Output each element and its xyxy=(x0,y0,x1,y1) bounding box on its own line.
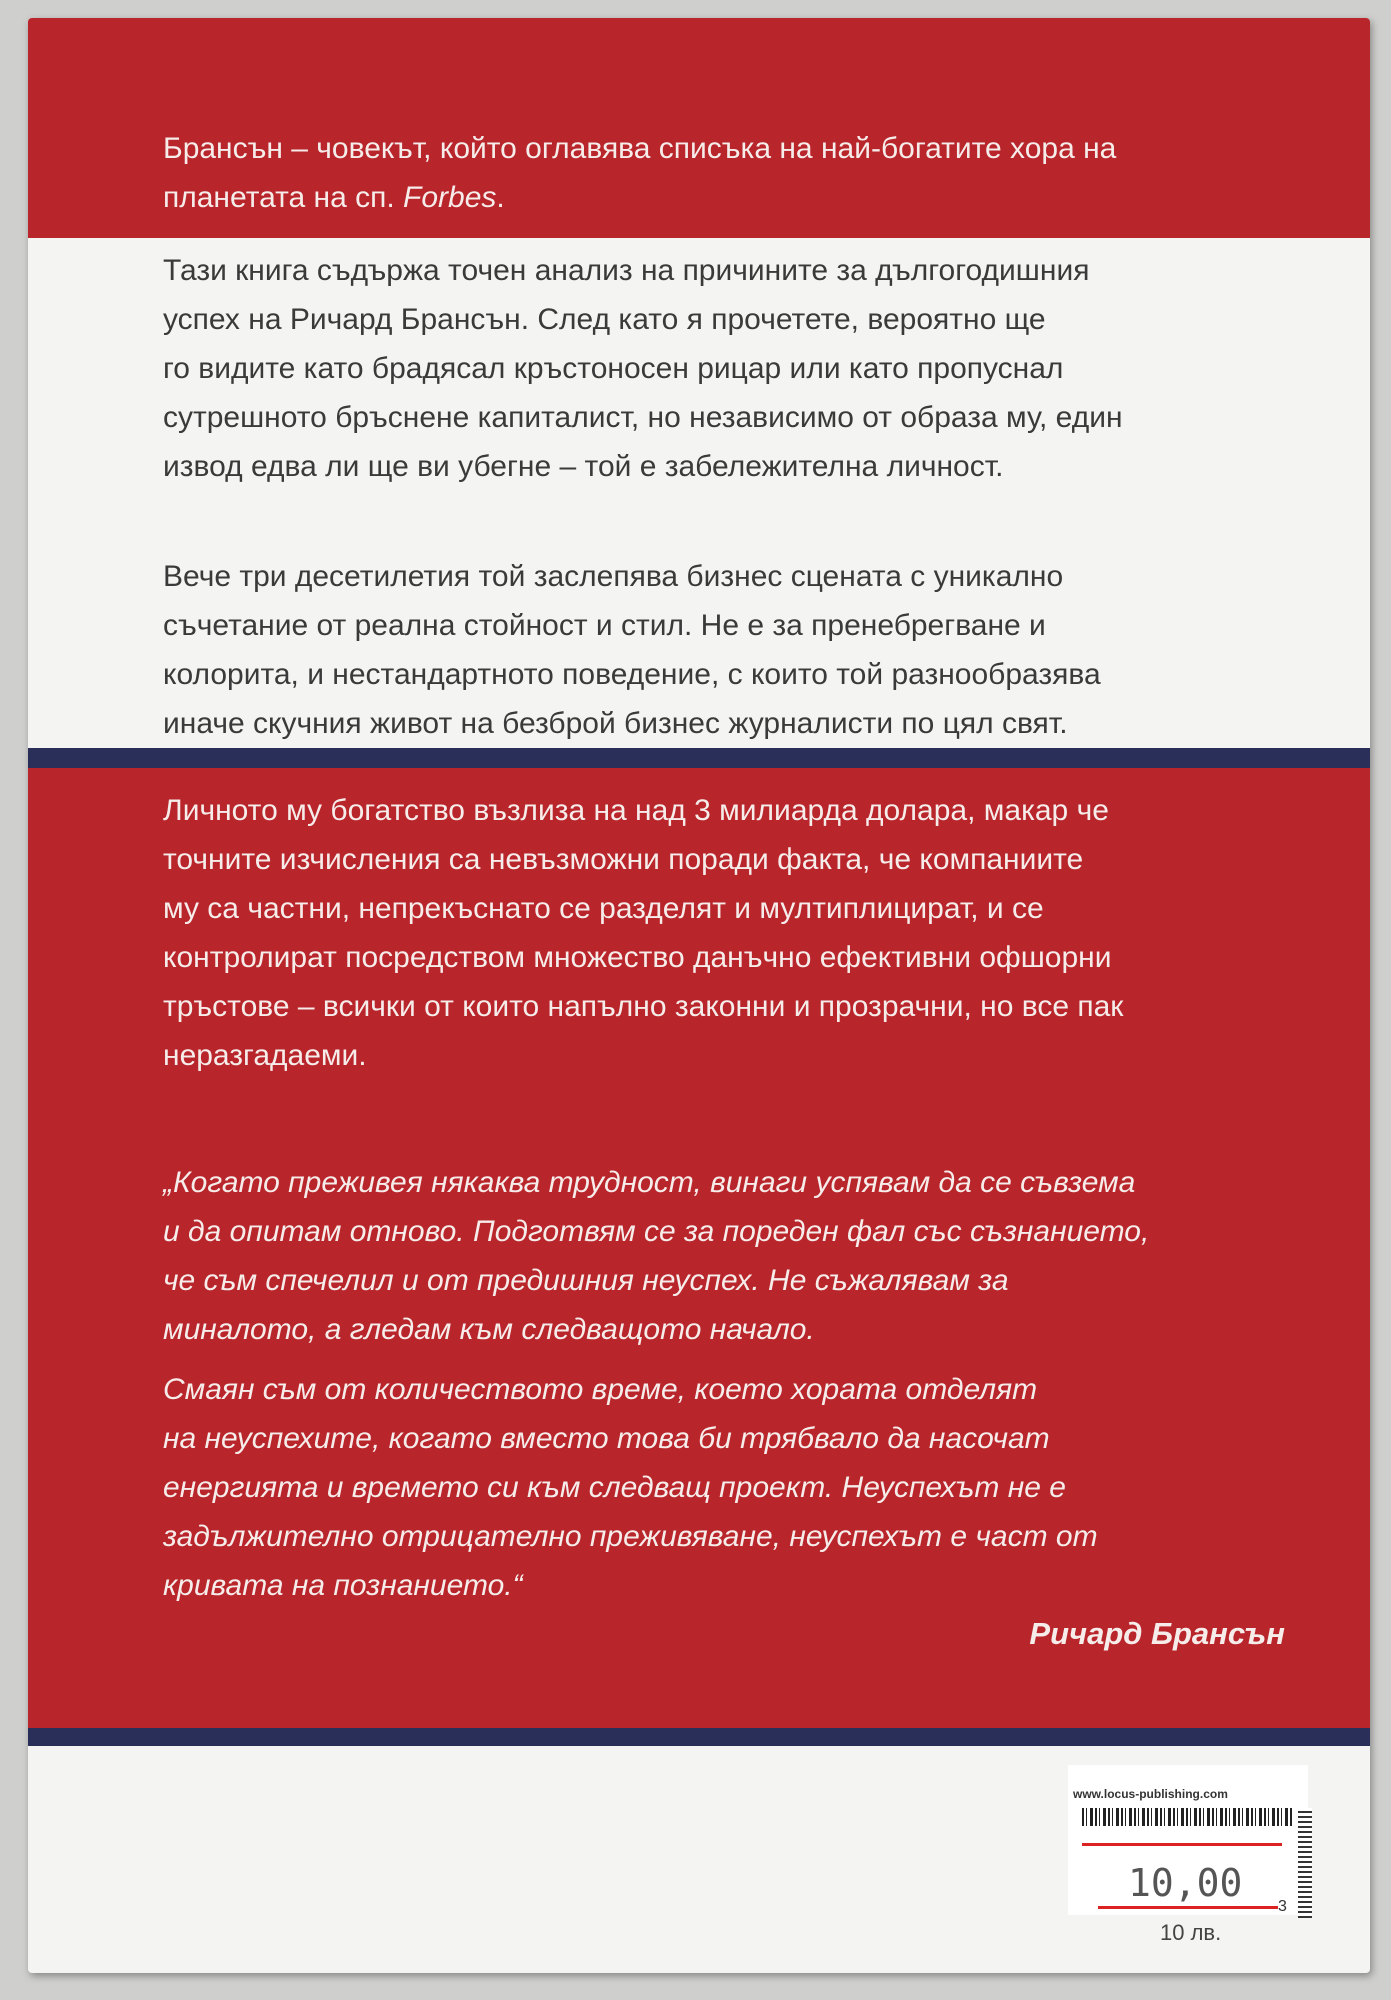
para2-line: колорита, и нестандартното поведение, с които той разнообразява xyxy=(163,658,1101,691)
intro-line-1: Брансън – човекът, който оглавява списъка на най-богатите хора на xyxy=(163,132,1117,165)
quote1-line: и да опитам отново. Подготвям се за пореден фал със съзнанието, xyxy=(163,1215,1150,1248)
side-barcode xyxy=(1298,1808,1312,1918)
intro-line-2-end: . xyxy=(496,181,505,214)
para1-line: извод едва ли ще ви убегне – той е забележителна личност. xyxy=(163,450,1004,483)
paragraph-3 xyxy=(163,786,1283,1080)
navy-stripe-bottom xyxy=(28,1728,1370,1746)
quote-paragraph-1 xyxy=(163,1158,1283,1354)
price-label: 10,00 xyxy=(1128,1861,1243,1905)
printed-price: 10 лв. xyxy=(1160,1920,1222,1945)
para2-line: съчетание от реална стойност и стил. Не е за пренебрегване и xyxy=(163,609,1046,642)
para3-line: му са частни, непрекъснато се разделят и мултиплицират, и се xyxy=(163,892,1044,925)
quote1-line: че съм спечелил и от предишния неуспех. Не съжалявам за xyxy=(163,1264,1009,1297)
para2-line: Вече три десетилетия той заслепява бизнес сцената с уникално xyxy=(163,560,1064,593)
intro-line-2 xyxy=(163,173,1283,222)
para3-line: неразгадаеми. xyxy=(163,1039,367,1072)
navy-stripe-top xyxy=(28,748,1370,768)
quote2-line: на неуспехите, когато вместо това би трябвало да насочат xyxy=(163,1422,1050,1455)
quote1-line: „Когато преживея някаква трудност, винаги успявам да се съвзема xyxy=(163,1166,1136,1199)
forbes-italic: Forbes xyxy=(403,181,497,214)
paragraph-1 xyxy=(163,246,1283,491)
para2-line: иначе скучния живот на безброй бизнес журналисти по цял свят. xyxy=(163,707,1068,740)
para1-line: Тази книга съдържа точен анализ на причините за дългогодишния xyxy=(163,254,1090,287)
para3-line: контролират посредством множество данъчно ефективни офшорни xyxy=(163,941,1112,974)
para1-line: сутрешното бръснене капиталист, но независимо от образа му, един xyxy=(163,401,1123,434)
quote2-line: енергията и времето си към следващ проект. Неуспехът не е xyxy=(163,1471,1066,1504)
sticker-red-line-top xyxy=(1082,1843,1282,1846)
quote-paragraph-2 xyxy=(163,1365,1283,1610)
book-back-cover xyxy=(28,18,1370,1973)
quote2-line: кривата на познанието.“ xyxy=(163,1569,523,1602)
barcode xyxy=(1082,1808,1292,1826)
barcode-digit: 3 xyxy=(1278,1898,1287,1915)
quote1-line: миналото, а гледам към следващото начало. xyxy=(163,1313,815,1346)
publisher-url: www.locus-publishing.com xyxy=(1073,1787,1228,1801)
quote2-line: задължително отрицателно преживяване, неуспехът е част от xyxy=(163,1520,1098,1553)
para3-line: точните изчисления са невъзможни поради факта, че компаниите xyxy=(163,843,1084,876)
quote-author: Ричард Брансън xyxy=(1029,1616,1285,1651)
intro-text xyxy=(163,124,1283,222)
para3-line: Личното му богатство възлиза на над 3 милиарда долара, макар че xyxy=(163,794,1109,827)
para1-line: го видите като брадясал кръстоносен рицар или като пропуснал xyxy=(163,352,1064,385)
quote2-line: Смаян съм от количеството време, което хората отделят xyxy=(163,1373,1038,1406)
para1-line: успех на Ричард Брансън. След като я прочетете, вероятно ще xyxy=(163,303,1046,336)
paragraph-2 xyxy=(163,552,1283,748)
para3-line: тръстове – всички от които напълно законни и прозрачни, но все пак xyxy=(163,990,1124,1023)
intro-line-2-text: планетата на сп. xyxy=(163,181,404,214)
sticker-red-line-bottom xyxy=(1098,1906,1278,1909)
